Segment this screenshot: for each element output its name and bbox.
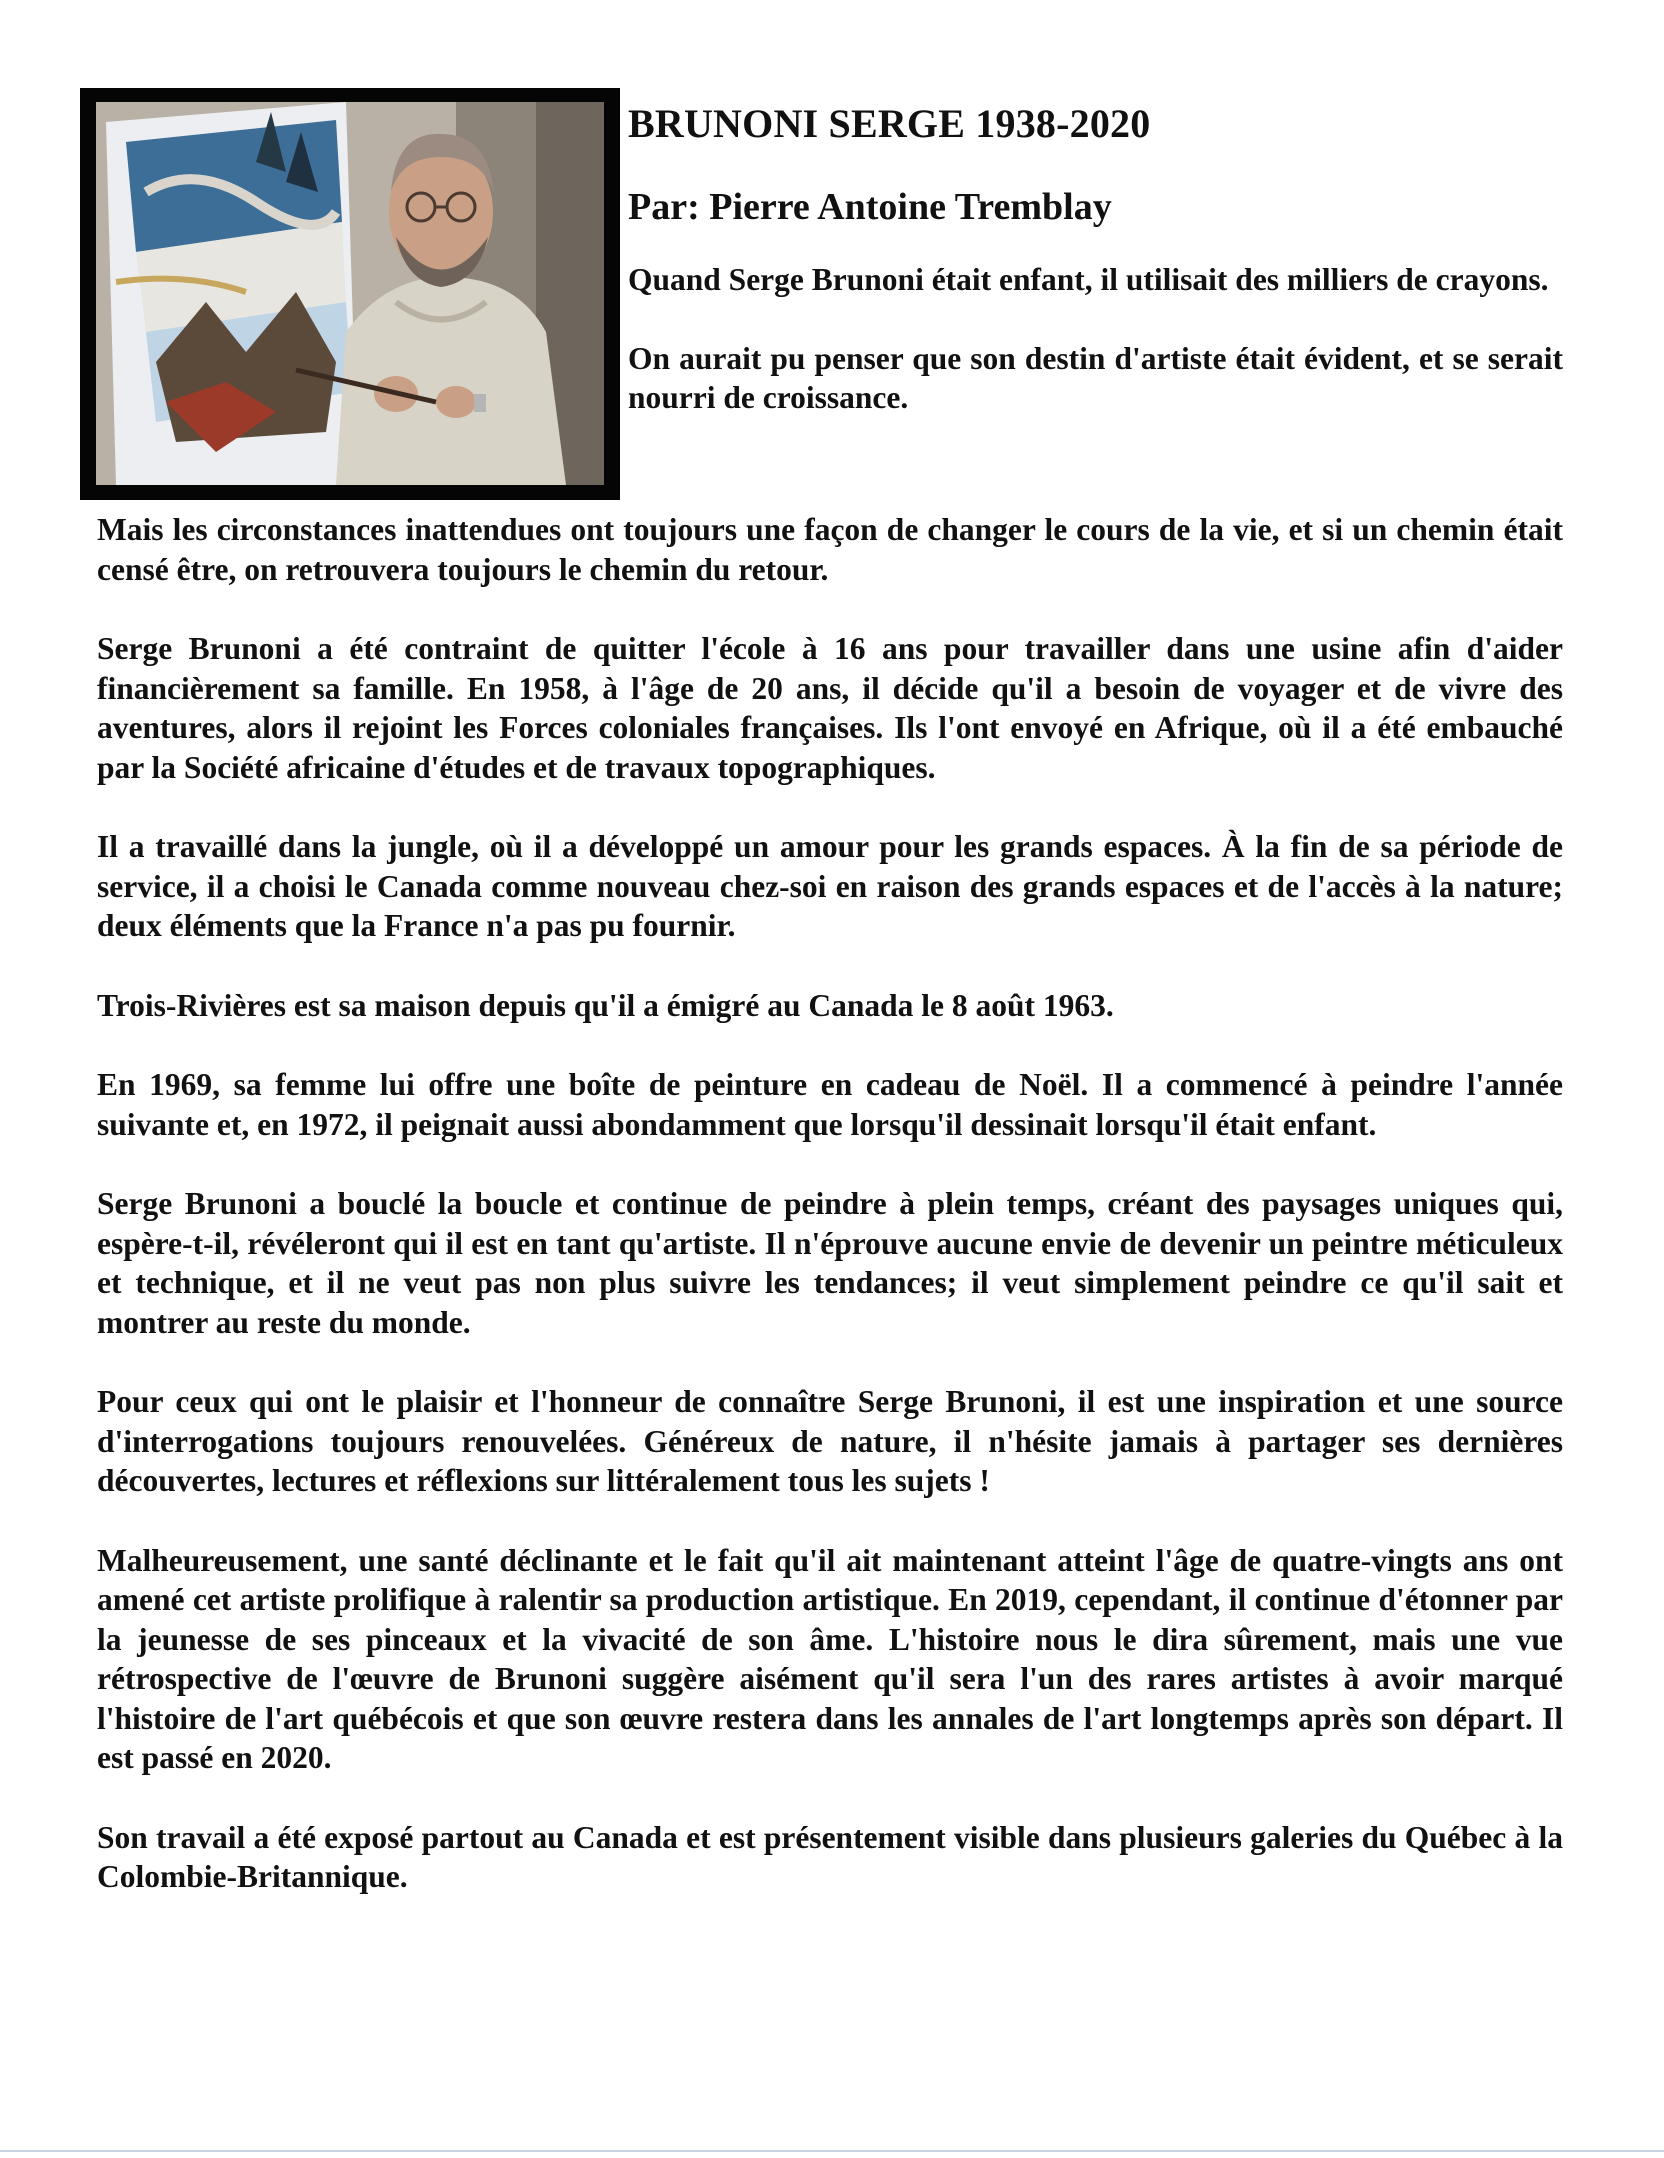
article-body xyxy=(97,510,1563,1937)
body-paragraph: Trois-Rivières est sa maison depuis qu'il a émigré au Canada le 8 août 1963. xyxy=(97,987,1114,1023)
body-paragraph: Pour ceux qui ont le plaisir et l'honneur de connaître Serge Brunoni, il est une inspiration et une source d'interrogations toujours renouvelées. Généreux de nature, il n'hésite jamais à partager ses dernières découvertes, lectures et réflexions sur littéralement tous les sujets ! xyxy=(97,1384,1563,1498)
body-paragraph: En 1969, sa femme lui offre une boîte de peinture en cadeau de Noël. Il a commencé à peindre l'année suivante et, en 1972, il peignait aussi abondamment que lorsqu'il dessinait lorsqu'il était enfant. xyxy=(97,1067,1563,1142)
body-paragraph: Serge Brunoni a été contraint de quitter l'école à 16 ans pour travailler dans une usine afin d'aider financièrement sa famille. En 1958, à l'âge de 20 ans, il décide qu'il a besoin de voyager et de vivre des aventures, alors il rejoint les Forces coloniales françaises. Ils l'ont envoyé en Afrique, où il a été embauché par la Société africaine d'études et de travaux topographiques. xyxy=(97,631,1563,785)
body-paragraph: Mais les circonstances inattendues ont toujours une façon de changer le cours de la vie, et si un chemin était censé être, on retrouvera toujours le chemin du retour. xyxy=(97,512,1563,587)
artist-photo-image xyxy=(96,102,604,485)
header-block xyxy=(628,100,1563,457)
artist-photo xyxy=(80,88,620,500)
intro-paragraph-1: Quand Serge Brunoni était enfant, il utilisait des milliers de crayons. xyxy=(628,262,1549,297)
intro-paragraph-2: On aurait pu penser que son destin d'artiste était évident, et se serait nourri de croissance. xyxy=(628,341,1563,415)
body-paragraph: Malheureusement, une santé déclinante et le fait qu'il ait maintenant atteint l'âge de quatre-vingts ans ont amené cet artiste prolifique à ralentir sa production artistique. En 2019, cependant, il continue d'étonner par la jeunesse de ses pinceaux et la vivacité de son âme. L'histoire nous le dira sûrement, mais une vue rétrospective de l'œuvre de Brunoni suggère aisément qu'il sera l'un des rares artistes à avoir marqué l'histoire de l'art québécois et que son œuvre restera dans les annales de l'art longtemps après son départ. Il est passé en 2020. xyxy=(97,1542,1563,1775)
body-paragraph: Son travail a été exposé partout au Canada et est présentement visible dans plusieurs galeries du Québec à la Colombie-Britannique. xyxy=(97,1819,1563,1894)
page-title: BRUNONI SERGE 1938-2020 xyxy=(628,101,1151,146)
author-byline: Par: Pierre Antoine Tremblay xyxy=(628,186,1112,228)
body-paragraph: Serge Brunoni a bouclé la boucle et continue de peindre à plein temps, créant des paysages uniques qui, espère-t-il, révéleront qui il est en tant qu'artiste. Il n'éprouve aucune envie de devenir un peintre méticuleux et technique, et il ne veut pas non plus suivre les tendances; il veut simplement peindre ce qu'il sait et montrer au reste du monde. xyxy=(97,1186,1563,1340)
page-bottom-divider xyxy=(0,2150,1664,2152)
body-paragraph: Il a travaillé dans la jungle, où il a développé un amour pour les grands espaces. À la fin de sa période de service, il a choisi le Canada comme nouveau chez-soi en raison des grands espaces et de l'accès à la nature; deux éléments que la France n'a pas pu fournir. xyxy=(97,829,1563,943)
